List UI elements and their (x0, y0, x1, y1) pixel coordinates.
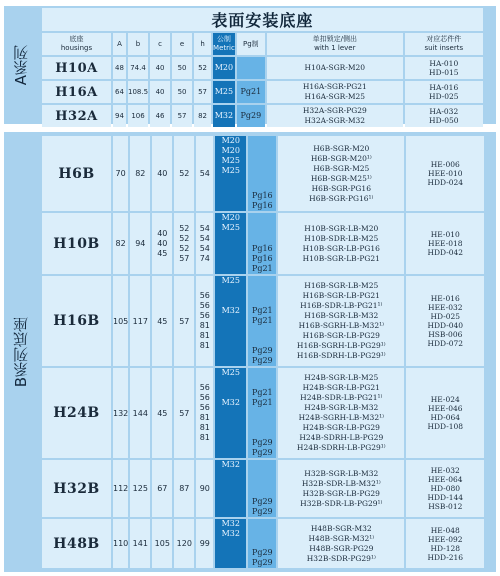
dim-h-line: 81 (199, 413, 210, 422)
lever-cell-line: H24B-SDRH-LB-PG29 (299, 433, 384, 442)
pg-cell-line: Pg16 (251, 191, 273, 200)
pg-cell-line: Pg29 (251, 356, 273, 365)
metric-cell-line: M25 (221, 223, 240, 232)
dim-c: 105 (152, 519, 172, 568)
dim-h-line: 81 (199, 423, 210, 432)
inserts-cell-line: HD-128 (430, 543, 461, 553)
pg-cell (248, 368, 276, 458)
pg-cell-line: Pg21 (251, 306, 273, 315)
header-c: c (150, 33, 170, 55)
model-cell: H24B (42, 368, 111, 458)
dim-h-line: 54 (199, 168, 210, 178)
lever-cell-line: H16B-SGRH-LB-M32¹⁾ (298, 321, 384, 330)
inserts-cell-line: HE-048 (430, 525, 460, 535)
lever-cell-line: H6B-SGR-PG16 (311, 183, 371, 193)
metric-cell-line: M25 (221, 156, 240, 165)
dim-b: 82 (130, 136, 150, 211)
dim-e: 57 (174, 368, 194, 458)
metric-cell-line: M20 (221, 213, 240, 222)
metric-cell-line: M20 (221, 136, 240, 145)
pg-cell-line: Pg16 (251, 254, 273, 263)
metric-cell-line: M32 (221, 306, 240, 315)
pg-cell-line: Pg29 (251, 558, 273, 567)
metric-cell-line: M32 (221, 460, 240, 469)
dim-h: 57 (194, 81, 211, 103)
lever-cell-line: H10B-SGR-LB-M20 (304, 223, 379, 233)
inserts-cell-line: HDD-042 (427, 248, 464, 257)
pg-cell-line (248, 408, 276, 418)
metric-cell-line: M25 (221, 368, 240, 377)
lever-cell-line: H10B-SGR-LB-PG21 (302, 253, 380, 263)
metric-cell (215, 519, 246, 568)
lever-cell-line: H6B-SGR-M25 (313, 163, 370, 173)
metric-cell-line: M32 (221, 398, 240, 407)
metric-cell-line: M20 (221, 146, 240, 155)
inserts-cell (406, 136, 484, 211)
dim-c: 40 (152, 136, 172, 211)
dim-e (174, 213, 194, 274)
lever-cell (278, 368, 404, 458)
series-b-side-label: B系列底座 (11, 316, 30, 388)
table-row (42, 105, 483, 127)
pg-cell (248, 519, 276, 568)
pg-cell-line: Pg29 (251, 438, 273, 447)
pg-cell (248, 460, 276, 517)
dim-h (196, 136, 213, 211)
page-title: 表面安装底座 (42, 8, 483, 31)
pg-cell-line: Pg29 (251, 497, 273, 506)
metric-cell-line: M25 (221, 276, 240, 285)
lever-cell-line: H16B-SGR-LB-PG29 (302, 331, 380, 340)
dim-h-line: 90 (199, 483, 210, 493)
dim-h-line: 56 (199, 403, 210, 412)
dim-b: 125 (130, 460, 150, 517)
metric-cell-line (215, 286, 246, 296)
inserts-cell-line: HE-024 (430, 395, 460, 404)
pg-cell-line: Pg21 (251, 398, 273, 407)
inserts-cell-line: HEE-032 (428, 303, 463, 312)
dim-h: 52 (194, 57, 211, 79)
metric-cell-line (215, 388, 246, 398)
dim-e: 87 (174, 460, 194, 517)
dim-h-line: 56 (199, 383, 210, 392)
dim-A: 64 (113, 81, 126, 103)
dim-h-line: 54 (199, 233, 210, 243)
series-a-side-label: A系列 (11, 44, 30, 86)
lever-cell-line: H48B-SGR-PG29 (309, 543, 374, 553)
series-b-block (4, 132, 496, 572)
pg-cell-line: Pg16 (251, 244, 273, 253)
dim-h-line: 74 (199, 253, 210, 263)
header-metric: 公制 Metric (213, 33, 235, 55)
lever-cell-line: H32B-SDR-LB-M32¹⁾ (301, 478, 381, 488)
inserts-cell (406, 368, 484, 458)
dim-h-line: 54 (199, 223, 210, 233)
lever-cell-line: H10B-SDR-LB-M25 (304, 233, 379, 243)
metric-cell (215, 460, 246, 517)
dim-h-line: 81 (199, 321, 210, 330)
dim-e: 50 (172, 81, 192, 103)
model-cell: H48B (42, 519, 111, 568)
dim-h-line: 56 (199, 291, 210, 300)
model-cell: H10A (42, 57, 111, 79)
inserts-cell: HA-010 HD-015 (405, 57, 483, 79)
pg-cell-line (248, 428, 276, 438)
lever-cell-line: H16B-SDRH-LB-PG29¹⁾ (296, 351, 386, 360)
pg-cell-line: Pg29 (251, 346, 273, 355)
lever-cell-line: H6B-SGR-M20 (313, 143, 370, 153)
dim-b: 117 (130, 276, 150, 366)
dim-e: 50 (172, 57, 192, 79)
table-row (42, 81, 483, 103)
dim-e: 57 (172, 105, 192, 127)
lever-cell-line: H24B-SGRH-LB-M32¹⁾ (298, 413, 384, 422)
lever-cell (278, 136, 404, 211)
metric-cell (215, 368, 246, 458)
dim-h-line: 81 (199, 341, 210, 350)
inserts-cell-line: HE-010 (430, 230, 460, 239)
dim-e-line: 52 (179, 233, 190, 243)
inserts-cell: HA-032 HD-050 (405, 105, 483, 127)
pg-cell: Pg29 (237, 105, 265, 127)
header-A: A (113, 33, 126, 55)
header-inserts: 对应芯件件 suit inserts (405, 33, 483, 55)
header-b: b (128, 33, 148, 55)
lever-cell-line: H32B-SDR-PG29¹⁾ (306, 553, 376, 563)
inserts-cell-line: HDD-108 (427, 422, 464, 431)
metric-cell (215, 136, 246, 211)
pg-cell (237, 57, 265, 79)
dim-h (196, 276, 213, 366)
dim-e-line: 57 (179, 253, 190, 263)
lever-cell-line: H48B-SGR-M32¹⁾ (308, 533, 375, 543)
lever-cell-line: H24B-SDRH-LB-PG29¹⁾ (296, 443, 386, 452)
dim-c: 45 (152, 276, 172, 366)
lever-cell-line: H6B-SGR-PG16¹⁾ (309, 193, 374, 203)
series-a-table (40, 6, 485, 129)
dim-h-line: 56 (199, 393, 210, 402)
dim-e-line: 52 (179, 243, 190, 253)
table-row (42, 213, 484, 274)
lever-cell-line: H24B-SGR-LB-PG21 (302, 383, 380, 392)
header-lever: 单扣锁定/侧出 with 1 lever (267, 33, 403, 55)
inserts-cell-line: HSB-012 (428, 502, 463, 511)
dim-A: 82 (113, 213, 128, 274)
dim-h (196, 368, 213, 458)
inserts-cell-line: HEE-064 (428, 475, 463, 484)
metric-cell (215, 213, 246, 274)
table-row (42, 276, 484, 366)
dim-A: 94 (113, 105, 126, 127)
dim-c-line: 45 (157, 248, 168, 258)
lever-cell-line: H6B-SGR-M20¹⁾ (310, 153, 372, 163)
lever-cell-line: H16B-SDR-LB-PG21¹⁾ (300, 301, 383, 310)
pg-cell (248, 136, 276, 211)
lever-cell: H16A-SGR-PG21 H16A-SGR-M25 (267, 81, 403, 103)
inserts-cell-line: HD-064 (430, 413, 461, 422)
pg-cell-line: Pg29 (251, 507, 273, 516)
model-cell: H32B (42, 460, 111, 517)
header-housings: 底座 housings (42, 33, 111, 55)
dim-h-line: 56 (199, 301, 210, 310)
series-b-table (40, 134, 486, 570)
inserts-cell-line: HDD-040 (427, 321, 464, 330)
model-cell: H16A (42, 81, 111, 103)
pg-cell-line (248, 418, 276, 428)
inserts-cell (406, 460, 484, 517)
inserts-cell-line: HE-016 (430, 294, 460, 303)
metric-cell-line: M32 (221, 519, 240, 528)
dim-b: 106 (128, 105, 148, 127)
dim-b: 141 (130, 519, 150, 568)
dim-c-line: 40 (157, 238, 168, 248)
dim-h-line: 56 (199, 311, 210, 320)
dim-A: 132 (113, 368, 128, 458)
inserts-cell (406, 276, 484, 366)
inserts-cell-line: HSB-006 (428, 330, 463, 339)
inserts-cell-line: HE-006 (430, 160, 460, 169)
lever-cell-line: H6B-SGR-M25¹⁾ (310, 173, 372, 183)
lever-cell-line: H16B-SGR-LB-PG21 (302, 291, 380, 300)
dim-h-line: 54 (199, 243, 210, 253)
lever-cell-line: H32B-SDR-LB-PG29¹⁾ (300, 498, 383, 508)
inserts-cell (406, 213, 484, 274)
lever-cell-line: H16B-SGR-LB-M32 (304, 311, 379, 320)
lever-cell-line: H48B-SGR-M32 (310, 523, 372, 533)
inserts-cell-line: HE-032 (430, 466, 460, 475)
series-a-block (4, 6, 496, 124)
model-cell: H10B (42, 213, 111, 274)
pg-cell-line: Pg21 (251, 264, 273, 273)
inserts-cell-line: HDD-216 (427, 552, 464, 562)
dim-c: 40 (150, 57, 170, 79)
model-cell: H32A (42, 105, 111, 127)
dim-e: 52 (174, 136, 194, 211)
lever-cell-line: H16B-SGR-LB-M25 (304, 281, 379, 290)
table-row (42, 368, 484, 458)
dim-c: 46 (150, 105, 170, 127)
dim-c: 45 (152, 368, 172, 458)
header-pg: Pg制 (237, 33, 265, 55)
dim-e: 57 (174, 276, 194, 366)
lever-cell-line: H32B-SGR-LB-M32 (304, 468, 379, 478)
inserts-cell-line: HD-080 (430, 484, 461, 493)
dim-c-line: 40 (157, 228, 168, 238)
lever-cell-line: H24B-SGR-LB-M32 (304, 403, 379, 412)
inserts-cell-line: HEE-092 (428, 534, 463, 544)
lever-cell (278, 213, 404, 274)
lever-cell (278, 519, 404, 568)
table-row (42, 136, 484, 211)
dim-A: 48 (113, 57, 126, 79)
dim-h-line: 81 (199, 331, 210, 340)
lever-cell: H32A-SGR-PG29 H32A-SGR-M32 (267, 105, 403, 127)
dim-h (196, 460, 213, 517)
dim-h-line: 81 (199, 433, 210, 442)
inserts-cell-line: HEE-018 (428, 239, 463, 248)
lever-cell (278, 460, 404, 517)
pg-cell (248, 213, 276, 274)
table-row (42, 460, 484, 517)
model-cell: H6B (42, 136, 111, 211)
dim-h-line: 99 (199, 538, 210, 548)
dim-h (196, 519, 213, 568)
dim-h: 82 (194, 105, 211, 127)
dim-b: 144 (130, 368, 150, 458)
lever-cell-line: H24B-SGR-LB-M25 (304, 373, 379, 382)
pg-cell-line: Pg29 (251, 448, 273, 457)
dim-A: 105 (113, 276, 128, 366)
model-cell: H16B (42, 276, 111, 366)
dim-b: 94 (130, 213, 150, 274)
inserts-cell-line: HEE-046 (428, 404, 463, 413)
table-row (42, 57, 483, 79)
header-h: h (194, 33, 211, 55)
inserts-cell-line: HDD-072 (427, 339, 464, 348)
inserts-cell-line: HDD-144 (427, 493, 464, 502)
metric-cell: M20 (213, 57, 235, 79)
dim-c: 40 (150, 81, 170, 103)
lever-cell-line: H24B-SGR-LB-PG29 (302, 423, 380, 432)
metric-cell-line: M32 (221, 529, 240, 538)
inserts-cell-line: HD-025 (430, 312, 461, 321)
dim-b: 74.4 (128, 57, 148, 79)
metric-cell-line (215, 378, 246, 388)
metric-cell-line: M25 (221, 166, 240, 175)
dim-h (196, 213, 213, 274)
lever-cell-line: H32B-SGR-LB-PG29 (302, 488, 380, 498)
metric-cell: M25 (213, 81, 235, 103)
pg-cell-line: Pg21 (251, 316, 273, 325)
lever-cell (278, 276, 404, 366)
dim-b: 108.5 (128, 81, 148, 103)
metric-cell (215, 276, 246, 366)
pg-cell (248, 276, 276, 366)
dim-e: 120 (174, 519, 194, 568)
metric-cell-line (215, 296, 246, 306)
lever-cell-line: H16B-SGRH-LB-PG29¹⁾ (296, 341, 386, 350)
metric-cell: M32 (213, 105, 235, 127)
table-row (42, 519, 484, 568)
lever-cell: H10A-SGR-M20 (267, 57, 403, 79)
pg-cell-line: Pg29 (251, 548, 273, 557)
dim-e-line: 52 (179, 223, 190, 233)
inserts-cell: HA-016 HD-025 (405, 81, 483, 103)
inserts-cell-line: HEE-010 (428, 169, 463, 178)
pg-cell-line: Pg21 (251, 388, 273, 397)
lever-cell-line: H24B-SDR-LB-PG21¹⁾ (300, 393, 383, 402)
inserts-cell-line: HDD-024 (427, 178, 464, 187)
pg-cell: Pg21 (237, 81, 265, 103)
header-e: e (172, 33, 192, 55)
dim-A: 70 (113, 136, 128, 211)
pg-cell-line (248, 326, 276, 336)
pg-cell-line (248, 336, 276, 346)
lever-cell-line: H10B-SGR-LB-PG16 (302, 243, 380, 253)
inserts-cell (406, 519, 484, 568)
pg-cell-line: Pg16 (251, 201, 273, 210)
dim-c (152, 213, 172, 274)
dim-c: 67 (152, 460, 172, 517)
dim-A: 112 (113, 460, 128, 517)
dim-A: 110 (113, 519, 128, 568)
